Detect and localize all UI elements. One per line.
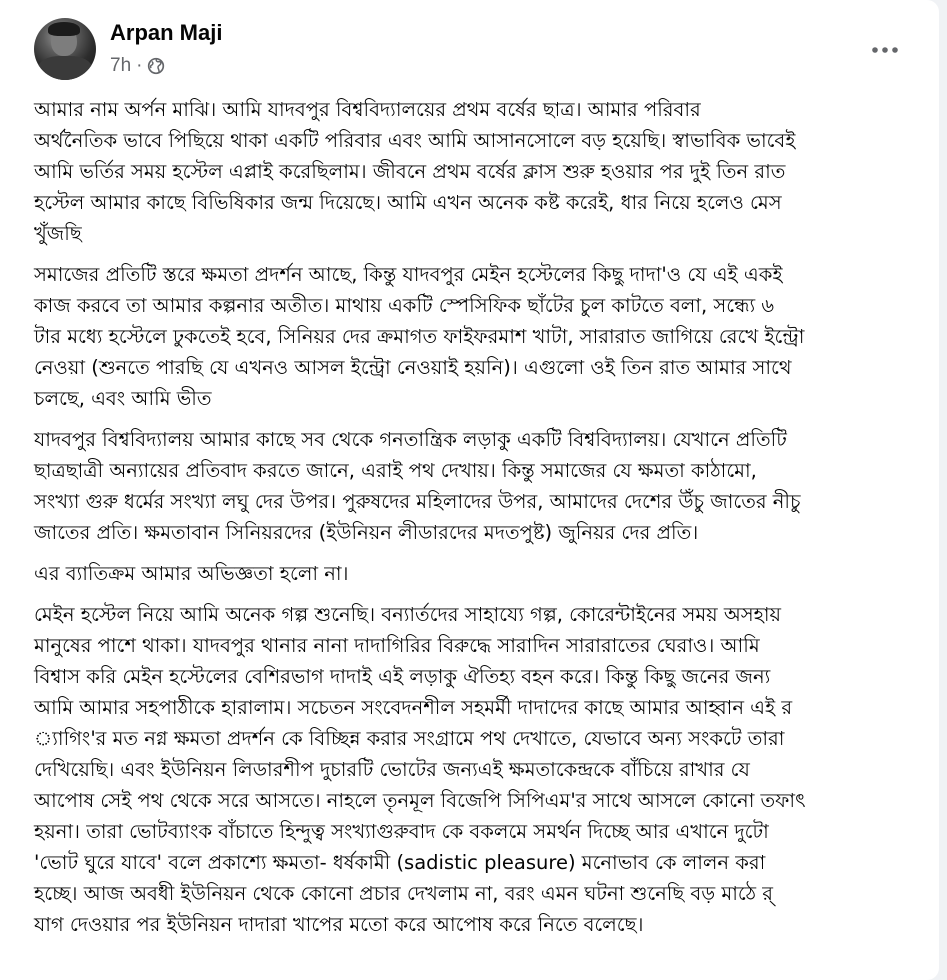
post-header [0, 0, 939, 96]
avatar[interactable] [34, 18, 96, 80]
more-horizontal-icon [871, 39, 899, 58]
post-paragraph: সমাজের প্রতিটি স্তরে ক্ষমতা প্রদর্শন আছে, কিন্তু যাদবপুর মেইন হস্টেলের কিছু দাদা'ও যে এই একই কাজ করবে তা আমার কল্পনার অতীত। মাথায় একটি স্পেসিফিক ছাঁটের চুল কাটতে বলা, সন্ধ্যে ৬ টার মধ্যে হস্টেলে ঢুকতেই হবে, সিনিয়র দের ক্রমাগত ফাইফরমাশ খাটা, সারারাত জাগিয়ে রেখে ইন্ট্রো নেওয়া (শুনতে পারছি যে এখনও আসল ইন্ট্রো নেওয়াই হয়নি)। এগুলো ওই তিন রাত আমার সাথে চলছে, এবং আমি ভীত [34, 263, 805, 410]
post-meta [110, 55, 165, 77]
globe-icon[interactable] [147, 57, 165, 75]
avatar-hair [48, 22, 80, 36]
author-name[interactable]: Arpan Maji [110, 20, 223, 45]
post-paragraph: আমার নাম অর্পন মাঝি। আমি যাদবপুর বিশ্ববিদ্যালয়ের প্রথম বর্ষের ছাত্র। আমার পরিবার অর্থনৈতিক ভাবে পিছিয়ে থাকা একটি পরিবার এবং আমি আসানসোলে বড় হয়েছি। স্বাভাবিক ভাবেই আমি ভর্তির সময় হস্টেল এপ্লাই করেছিলাম। জীবনে প্রথম বর্ষের ক্লাস শুরু হওয়ার পর দুই তিন রাত হস্টেল আমার কাছে বিভিষিকার জন্ম দিয়েছে। আমি এখন অনেক কষ্ট করেই, ধার নিয়ে হলেও মেস খুঁজছি [34, 98, 796, 245]
post-timestamp[interactable]: 7h [110, 55, 132, 76]
post-paragraph: মেইন হস্টেল নিয়ে আমি অনেক গল্প শুনেছি। বন্যার্তদের সাহায্যে গল্প, কোরেন্টাইনের সময় অসহায় মানুষের পাশে থাকা। যাদবপুর থানার নানা দাদাগিরির বিরুদ্ধে সারাদিন সারারাতের ঘেরাও। আমি বিশ্বাস করি মেইন হস্টেলের বেশিরভাগ দাদাই এই লড়াকু ঐতিহ্য বহন করে। কিন্তু কিছু জনের জন্য আমি আমার সহপাঠীকে হারালাম। সচেতন সংবেদনশীল সহমর্মী দাদাদের কাছে আমার আহ্বান এই র ্যাগিং'র মত নগ্ন ক্ষমতা প্রদর্শন কে বিচ্ছিন্ন করার সংগ্রামে পথ দেখাতে, যেভাবে অন্য সংকটে তারা দেখিয়েছি। এবং ইউনিয়ন লিডারশীপ দুচারটি ভোটের জন্যএই ক্ষমতাকেন্দ্রকে বাঁচিয়ে রাখার যে আপোষ সেই পথ থেকে সরে আসতে। নাহলে তৃনমূল বিজেপি সিপিএম'র সাথে আসলে কোনো তফাৎ হয়না। তারা ভোটব্যাংক বাঁচাতে হিন্দুত্ব সংখ্যাগুরুবাদ কে বকলমে সমর্থন দিচ্ছে আর এখানে দুটো 'ভোট ঘুরে যাবে' বলে প্রকাশ্যে ক্ষমতা- ধর্ষকামী (sadistic pleasure) মনোভাব কে লালন করা হচ্ছে। আজ অবধী ইউনিয়ন থেকে কোনো প্রচার দেখলাম না, বরং এমন ঘটনা শুনেছি বড় মাঠে র্ যাগ দেওয়ার পর ইউনিয়ন দাদারা খাপের মতো করে আপোষ করে নিতে বলেছে। [34, 603, 806, 936]
avatar-shoulders [38, 56, 92, 80]
post-paragraph: যাদবপুর বিশ্ববিদ্যালয় আমার কাছে সব থেকে গনতান্ত্রিক লড়াকু একটি বিশ্ববিদ্যালয়। যেখানে প্রতিটি ছাত্রছাত্রী অন্যায়ের প্রতিবাদ করতে জানে, এরাই পথ দেখায়। কিন্তু সমাজের যে ক্ষমতা কাঠামো, সংখ্যা গুরু ধর্মের সংখ্যা লঘু দের উপর। পুরুষদের মহিলাদের উপর, আমাদের দেশের উঁচু জাতের নীচু জাতের প্রতি। ক্ষমতাবান সিনিয়রদের (ইউনিয়ন লীডারদের মদতপুষ্ট) জুনিয়র দের প্রতি। [34, 428, 801, 544]
post-paragraph: এর ব্যাতিক্রম আমার অভিজ্ঞতা হলো না। [34, 562, 349, 585]
meta-separator: · [136, 55, 143, 76]
more-options-button[interactable] [867, 30, 903, 66]
post-body [34, 94, 914, 950]
